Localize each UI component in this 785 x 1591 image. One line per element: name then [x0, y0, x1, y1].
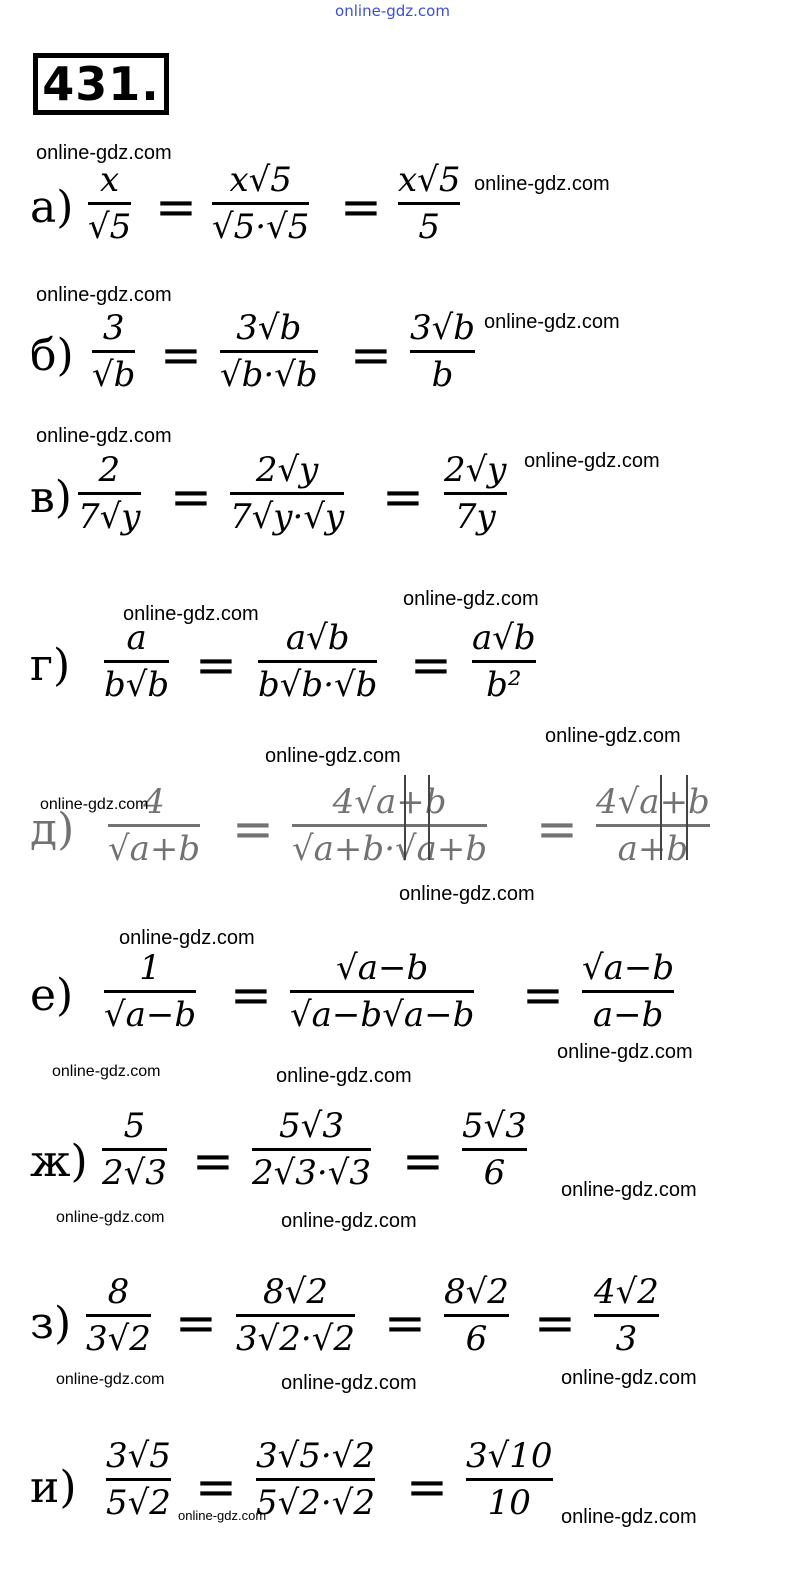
denominator: 6 [483, 1153, 506, 1193]
fraction-bar [212, 202, 309, 205]
fraction-bar [398, 202, 460, 205]
watermark: online-gdz.com [524, 450, 660, 472]
denominator: b√b [104, 665, 170, 705]
denominator: 7√y·√y [230, 497, 345, 537]
watermark: online-gdz.com [281, 1210, 417, 1232]
denominator: a−b [592, 995, 664, 1035]
denominator: 3√2·√2 [236, 1319, 356, 1359]
row-label: и) [30, 1462, 77, 1513]
row-label: а) [30, 182, 74, 233]
fraction [290, 948, 474, 1035]
fraction-bar [410, 350, 475, 353]
equals-sign: = [232, 800, 274, 858]
denominator: √5 [88, 207, 132, 247]
equals-sign: = [155, 178, 197, 236]
denominator: √a+b·√a+b [292, 829, 488, 869]
numerator: a√b [472, 618, 536, 658]
numerator: 1 [139, 948, 161, 988]
exercise-row-v [0, 450, 785, 550]
denominator: 5√2 [106, 1483, 171, 1523]
watermark: online-gdz.com [56, 1209, 165, 1226]
exercise-row-b [0, 308, 785, 408]
fraction [256, 1436, 375, 1523]
fraction-bar [594, 1314, 659, 1317]
exercise-row-d [0, 782, 785, 882]
equals-sign: = [384, 1294, 426, 1352]
fraction [106, 1436, 171, 1523]
fraction-bar [220, 350, 318, 353]
numerator: 4√2 [594, 1272, 659, 1312]
watermark: online-gdz.com [281, 1372, 417, 1394]
fraction [444, 1272, 509, 1359]
fraction-bar [444, 492, 507, 495]
denominator: √b·√b [220, 355, 318, 395]
fraction-bar [230, 492, 344, 495]
fraction-bar [256, 1478, 375, 1481]
fraction-bar [86, 1314, 151, 1317]
denominator: √a−b [104, 995, 197, 1035]
watermark: online-gdz.com [557, 1041, 693, 1063]
fraction-bar [252, 1148, 371, 1151]
fraction [466, 1436, 553, 1523]
numerator: 8√2 [263, 1272, 328, 1312]
denominator: 3 [615, 1319, 638, 1359]
denominator: 7y [454, 497, 496, 537]
denominator: √b [92, 355, 136, 395]
fraction [230, 450, 344, 537]
numerator: 3√5·√2 [256, 1436, 376, 1476]
numerator: 5√3 [279, 1106, 344, 1146]
equals-sign: = [522, 966, 564, 1024]
watermark: online-gdz.com [545, 725, 681, 747]
watermark: online-gdz.com [36, 142, 172, 164]
denominator: 10 [487, 1483, 531, 1523]
fraction-bar [472, 660, 536, 663]
numerator: 5 [123, 1106, 146, 1146]
numerator: 2√y [444, 450, 507, 490]
watermark: online-gdz.com [52, 1063, 161, 1080]
row-label: б) [30, 330, 74, 381]
row-label: е) [30, 970, 74, 1021]
equals-sign: = [536, 800, 578, 858]
fraction-bar [102, 1148, 167, 1151]
denominator: 2√3·√3 [252, 1153, 372, 1193]
numerator: x [100, 160, 120, 200]
fraction-bar [444, 1314, 509, 1317]
fraction-bar [108, 824, 200, 827]
exercise-row-e [0, 948, 785, 1048]
watermark: online-gdz.com [178, 1508, 267, 1523]
denominator: √a+b [108, 829, 201, 869]
numerator: 2 [98, 450, 121, 490]
fraction-bar [462, 1148, 527, 1151]
equals-sign: = [382, 468, 424, 526]
denominator: b√b·√b [258, 665, 378, 705]
numerator: 4√a+b [596, 782, 710, 822]
equals-sign: = [340, 178, 382, 236]
equals-sign: = [160, 326, 202, 384]
scan-artifact [428, 775, 430, 860]
numerator: 8√2 [444, 1272, 509, 1312]
row-label: в) [30, 472, 72, 523]
watermark: online-gdz.com [36, 284, 172, 306]
numerator: x√5 [229, 160, 292, 200]
equals-sign: = [534, 1294, 576, 1352]
fraction [104, 948, 196, 1035]
denominator: 7√y [78, 497, 141, 537]
fraction [398, 160, 460, 247]
denominator: √5·√5 [212, 207, 310, 247]
fraction [594, 1272, 659, 1359]
fraction-bar [104, 990, 196, 993]
exercise-row-g [0, 618, 785, 718]
denominator: 6 [465, 1319, 488, 1359]
numerator: 3√b [236, 308, 302, 348]
watermark: online-gdz.com [56, 1371, 165, 1388]
denominator: √a−b√a−b [290, 995, 475, 1035]
fraction-bar [582, 990, 674, 993]
equals-sign: = [175, 1294, 217, 1352]
row-label: г) [30, 640, 71, 691]
fraction [444, 450, 507, 537]
fraction [86, 1272, 151, 1359]
denominator: a+b [617, 829, 689, 869]
watermark: online-gdz.com [119, 927, 255, 949]
denominator: 3√2 [86, 1319, 151, 1359]
numerator: 5√3 [462, 1106, 527, 1146]
row-label: з) [30, 1298, 72, 1349]
equals-sign: = [195, 1458, 237, 1516]
numerator: √a−b [582, 948, 675, 988]
watermark: online-gdz.com [265, 745, 401, 767]
fraction [220, 308, 318, 395]
equals-sign: = [170, 468, 212, 526]
fraction [78, 450, 141, 537]
equals-sign: = [402, 1132, 444, 1190]
fraction [292, 782, 487, 869]
exercise-row-z [0, 1272, 785, 1372]
fraction [410, 308, 475, 395]
fraction-bar [258, 660, 377, 663]
fraction [108, 782, 200, 869]
denominator: 5 [418, 207, 441, 247]
fraction [236, 1272, 355, 1359]
watermark: online-gdz.com [399, 883, 535, 905]
numerator: 3√5 [106, 1436, 171, 1476]
fraction [596, 782, 710, 869]
numerator: 2√y [255, 450, 319, 490]
fraction [92, 308, 135, 395]
watermark: online-gdz.com [36, 425, 172, 447]
task-number-box [33, 53, 169, 115]
fraction-bar [104, 660, 169, 663]
numerator: 3√b [410, 308, 476, 348]
exercise-row-a [0, 160, 785, 260]
fraction-bar [78, 492, 141, 495]
numerator: √a−b [336, 948, 429, 988]
denominator: 5√2·√2 [256, 1483, 376, 1523]
fraction-bar [92, 350, 135, 353]
watermark: online-gdz.com [474, 173, 610, 195]
watermark: online-gdz.com [276, 1065, 412, 1087]
scan-artifact [404, 775, 406, 860]
fraction [88, 160, 131, 247]
fraction-bar [466, 1478, 553, 1481]
fraction [212, 160, 309, 247]
fraction-bar [106, 1478, 171, 1481]
equals-sign: = [410, 636, 452, 694]
numerator: 3 [102, 308, 125, 348]
fraction [104, 618, 169, 705]
numerator: 3√10 [466, 1436, 553, 1476]
fraction-bar [236, 1314, 355, 1317]
watermark: online-gdz.com [123, 603, 259, 625]
numerator: 4√a+b [332, 782, 447, 822]
fraction-bar [88, 202, 131, 205]
fraction [462, 1106, 527, 1193]
fraction [472, 618, 536, 705]
equals-sign: = [350, 326, 392, 384]
row-label: ж) [30, 1136, 88, 1187]
numerator: 4 [143, 782, 165, 822]
watermark: online-gdz.com [561, 1179, 697, 1201]
equals-sign: = [230, 966, 272, 1024]
fraction [258, 618, 377, 705]
scan-artifact [686, 775, 688, 860]
fraction [582, 948, 674, 1035]
top-watermark: online-gdz.com [335, 2, 450, 20]
watermark: online-gdz.com [40, 796, 149, 813]
fraction-bar [290, 990, 474, 993]
watermark: online-gdz.com [484, 311, 620, 333]
denominator: 2√3 [102, 1153, 167, 1193]
row-label: д) [30, 804, 75, 855]
numerator: a [126, 618, 147, 658]
task-number: 431. [42, 57, 160, 111]
equals-sign: = [195, 636, 237, 694]
watermark: online-gdz.com [403, 588, 539, 610]
fraction-bar [292, 824, 487, 827]
scan-artifact [660, 775, 662, 860]
fraction-bar [596, 824, 710, 827]
denominator: b² [486, 665, 522, 705]
equals-sign: = [192, 1132, 234, 1190]
equals-sign: = [406, 1458, 448, 1516]
numerator: a√b [285, 618, 350, 658]
watermark: online-gdz.com [561, 1367, 697, 1389]
watermark: online-gdz.com [561, 1506, 697, 1528]
fraction [102, 1106, 167, 1193]
numerator: x√5 [398, 160, 461, 200]
fraction [252, 1106, 371, 1193]
denominator: b [431, 355, 454, 395]
numerator: 8 [107, 1272, 130, 1312]
